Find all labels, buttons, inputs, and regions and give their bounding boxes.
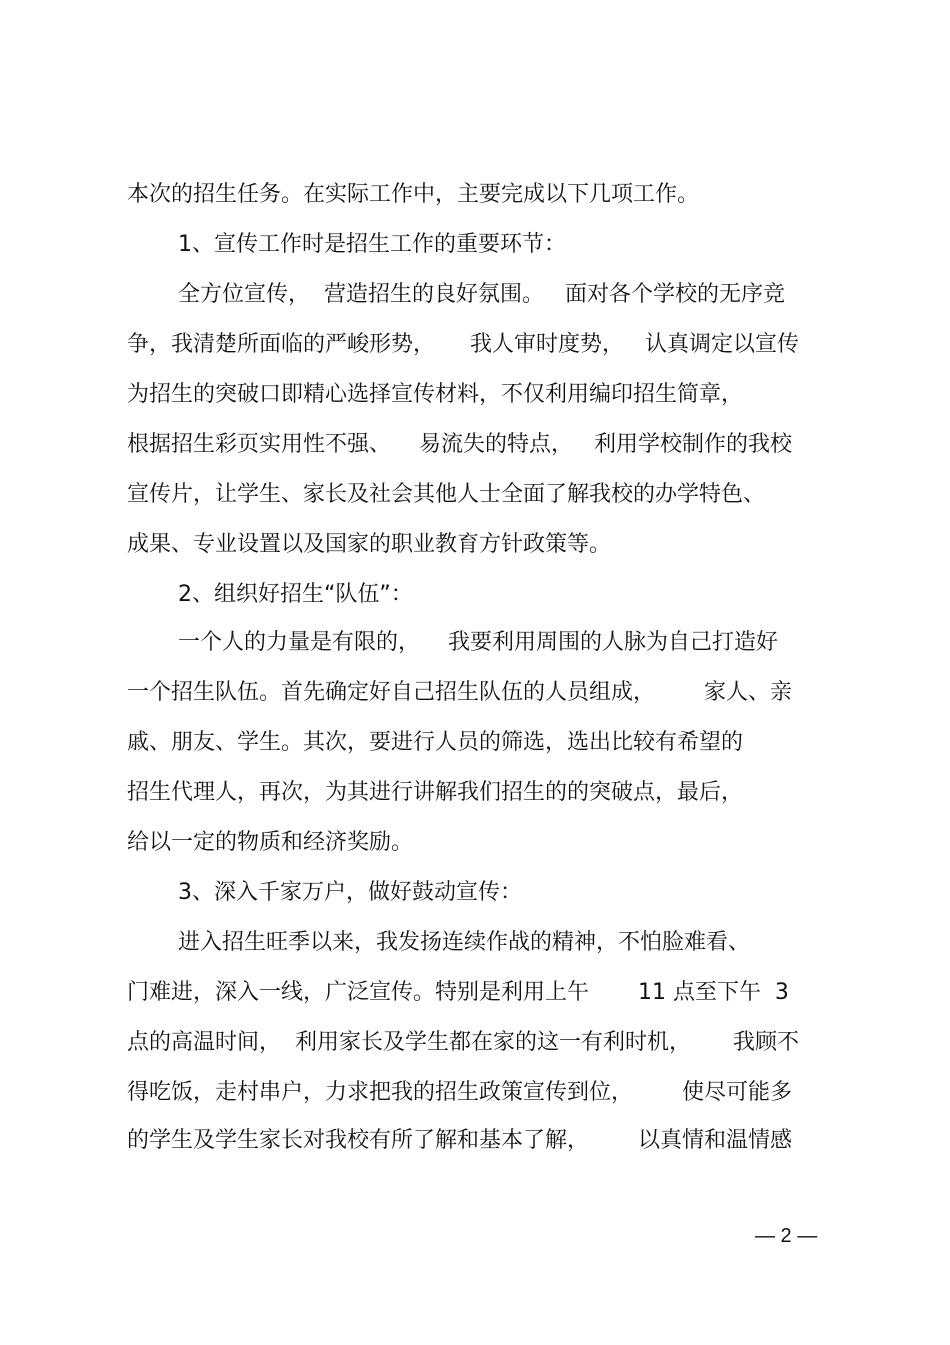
page-number: — 2 — (755, 1225, 818, 1247)
text-line: 成果、专业设置以及国家的职业教育方针政策等。 (127, 532, 612, 557)
text-line: 本次的招生任务。在实际工作中，主要完成以下几项工作。 (127, 182, 700, 207)
section-heading-3: 3、深入千家万户，做好鼓动宣传： (178, 880, 522, 905)
text-line: 进入招生旺季以来，我发扬连续作战的精神，不怕脸难看、 (178, 930, 751, 955)
text-line: 宣传片，让学生、家长及社会其他人士全面了解我校的办学特色、 (127, 482, 766, 507)
text-line: 争，我清楚所面临的严峻形势， 我人审时度势， 认真调定以宣传 (127, 332, 799, 357)
text-line: 给以一定的物质和经济奖励。 (127, 830, 414, 855)
text-line: 的学生及学生家长对我校有所了解和基本了解， 以真情和温情感 (127, 1128, 792, 1153)
text-line: 戚、朋友、学生。其次，要进行人员的筛选，选出比较有希望的 (127, 730, 744, 755)
text-line: 点的高温时间， 利用家长及学生都在家的这一有利时机， 我顾不 (127, 1030, 799, 1055)
text-line: 得吃饭，走村串户，力求把我的招生政策宣传到位， 使尽可能多 (127, 1080, 792, 1105)
text-line: 一个人的力量是有限的， 我要利用周围的人脉为自己打造好 (178, 630, 778, 655)
text-line: 门难进，深入一线，广泛宣传。特别是利用上午 11 点至下午 3 (127, 980, 789, 1005)
text-line: 一个招生队伍。首先确定好自己招生队伍的人员组成， 家人、亲 (127, 680, 792, 705)
text-line: 招生代理人，再次，为其进行讲解我们招生的的突破点，最后， (127, 780, 744, 805)
text-line: 根据招生彩页实用性不强、 易流失的特点， 利用学校制作的我校 (127, 432, 792, 457)
text-line: 全方位宣传， 营造招生的良好氛围。 面对各个学校的无序竞 (178, 282, 785, 307)
section-heading-1: 1、宣传工作时是招生工作的重要环节： (178, 232, 566, 257)
section-heading-2: 2、组织好招生“队伍”： (178, 582, 413, 607)
text-line: 为招生的突破口即精心选择宣传材料，不仅利用编印招生简章， (127, 382, 744, 407)
